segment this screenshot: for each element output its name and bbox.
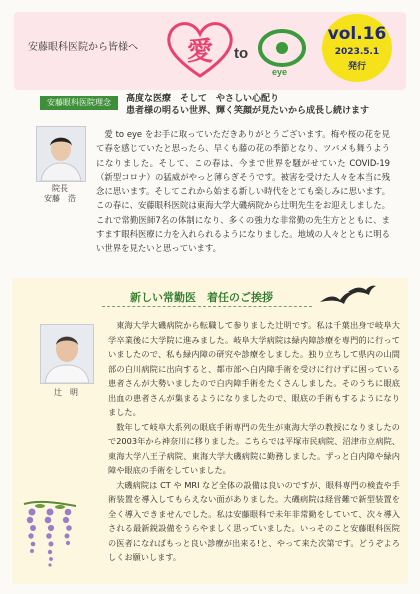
new-doctor-paragraph-1: 東海大学大磯病院から転職して参りました辻明です。私は千葉出身で岐阜大学卒業後に大学院に進みました。岐阜大学病院は緑内障診療を専門的に行っていましたので、私も緑内障の研究や診療をしました。独り立ちして県内の山間部の白川病院に出向すると、都市部へ白内障手術を受けに行けずに困っている患者さんが大勢いましたので白内障手術をたくさんしました。そのうちに眼底出血の患者さんが集まるようになりましたので、眼底の手術もするようになりました。 — [108, 320, 400, 417]
new-doctor-paragraph-3: 大磯病院は CT や MRI など全体の設備は良いのですが、眼科専門の検査や手術装置を導入してもらえない面がありました。大磯病院は経営難で新型装置を全く導入できませんでした。私は安藤眼科で未年非常勤をしていて、次々導入される最新鋭設備をうらやましく思っていました。いっそのこと安藤眼科医院の医者になればもっと良い診療が出来る!と、やって来た次第です。どうぞよろしくお願いします。 — [108, 479, 400, 562]
director-caption — [36, 184, 84, 204]
logo-to-text: to — [234, 45, 249, 62]
director-name: 安藤 浩 — [44, 194, 76, 203]
section-divider — [102, 306, 312, 307]
philosophy-line-1: 高度な医療 そして やさしい心配り — [126, 94, 280, 104]
logo-ai-text: 愛 — [187, 37, 214, 67]
director-title: 院長 — [52, 184, 68, 193]
issue-date: 2023.5.1 — [334, 47, 380, 57]
section-title: 新しい常勤医 着任のご挨拶 — [130, 291, 273, 304]
new-doctor-photo — [40, 324, 94, 384]
logo-eye-text: eye — [272, 67, 288, 77]
volume-number: vol.16 — [327, 24, 387, 44]
director-message-text: 愛 to eye をお手に取っていただきありがとうございます。梅や桜の花を見て春を感じていたと思ったら、早くも藤の花の季節となり、ツバメも舞うようになりました。そして、この春は、今まで世界を騒がせていた COVID-19（新型コロナ）の猛威がやっと薄らぎそうです。被害を受けた人々を本当に残念に思います。そしてこれから始まる新しい時代をとても楽しみに思います。この春に、安藤眼科医院は東海大学大磯病院から辻明先生をお迎えしました。これで常勤医師7名の体制になり、多くの強力な非常勤の先生方とともに、ますます眼科医療に力を入れられるようになりました。地域の人々とともに明るい世界を見たいと思っています。 — [96, 129, 390, 254]
director-photo — [36, 126, 86, 182]
new-doctor-message — [108, 318, 400, 565]
philosophy-label: 安藤眼科医院理念 — [40, 96, 118, 110]
new-doctor-name: 辻 明 — [54, 388, 78, 397]
philosophy-line-2: 患者様の明るい世界、輝く笑顔が見たいから成長し続けます — [126, 106, 370, 116]
director-message — [96, 127, 390, 256]
swallow-birds-icon — [318, 284, 378, 310]
philosophy-text — [126, 93, 369, 117]
wisteria-illustration — [20, 498, 80, 588]
issue-label: 発行 — [347, 62, 366, 72]
volume-badge — [322, 14, 392, 82]
new-doctor-paragraph-2: 数年して岐阜大系列の眼底手術専門の先生が東海大学の教授になりましたので2003年から神奈川に移りました。こちらでは平塚市民病院、沼津市立病院、東海大学八王子病院、東海大学大磯病院に勤務しました。ずっと白内障や緑内障や眼底の手術をしていました。 — [108, 421, 400, 475]
header-from-text: 安藤眼科医院から皆様へ — [28, 42, 138, 53]
newsletter-logo — [160, 14, 310, 84]
